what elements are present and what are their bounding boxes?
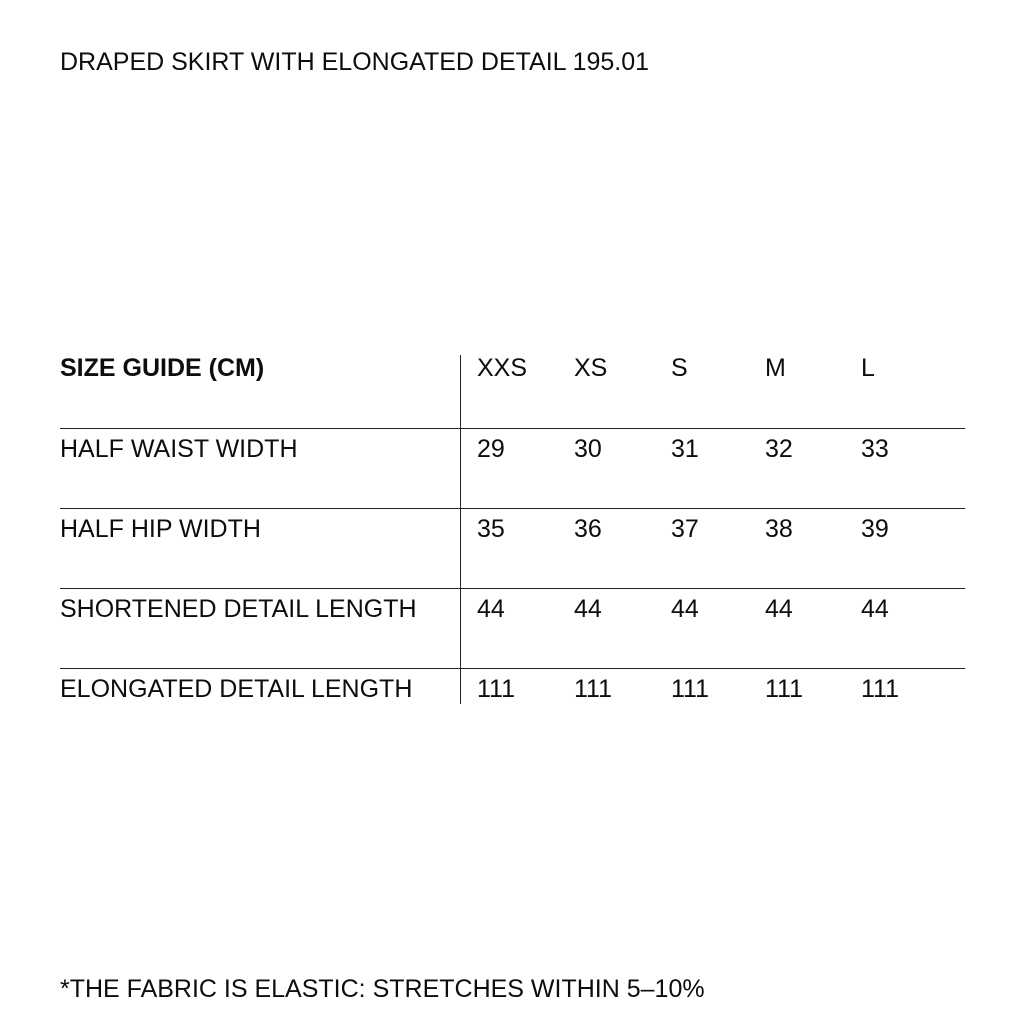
- column-divider-line: [460, 355, 461, 704]
- size-value-cell: 111: [574, 675, 613, 703]
- size-value-cell: 44: [765, 595, 793, 623]
- size-value-cell: 111: [765, 675, 804, 703]
- size-value-cell: 29: [477, 435, 505, 463]
- size-value-cell: 39: [861, 515, 889, 543]
- size-value-cell: 30: [574, 435, 602, 463]
- size-column-header-l: L: [861, 354, 875, 382]
- size-value-cell: 111: [671, 675, 710, 703]
- size-column-header-m: M: [765, 354, 786, 382]
- row-label: HALF WAIST WIDTH: [60, 435, 298, 463]
- row-label: HALF HIP WIDTH: [60, 515, 261, 543]
- size-value-cell: 36: [574, 515, 602, 543]
- size-column-header-s: S: [671, 354, 688, 382]
- size-value-cell: 31: [671, 435, 699, 463]
- size-value-cell: 35: [477, 515, 505, 543]
- size-guide-table: [60, 345, 965, 714]
- size-value-cell: 44: [861, 595, 889, 623]
- table-row-elongated-detail-length: [60, 669, 965, 714]
- table-header-label: SIZE GUIDE (CM): [60, 354, 265, 382]
- size-value-cell: 44: [671, 595, 699, 623]
- fabric-elasticity-note: *THE FABRIC IS ELASTIC: STRETCHES WITHIN 5–10%: [60, 975, 705, 1003]
- size-value-cell: 33: [861, 435, 889, 463]
- table-row-half-waist-width: [60, 429, 965, 509]
- row-label: ELONGATED DETAIL LENGTH: [60, 675, 413, 703]
- row-label: SHORTENED DETAIL LENGTH: [60, 595, 417, 623]
- table-header-row: [60, 345, 965, 429]
- table-row-shortened-detail-length: [60, 589, 965, 669]
- size-column-header-xs: XS: [574, 354, 608, 382]
- size-value-cell: 44: [477, 595, 505, 623]
- size-value-cell: 44: [574, 595, 602, 623]
- table-row-half-hip-width: [60, 509, 965, 589]
- size-value-cell: 32: [765, 435, 793, 463]
- size-value-cell: 37: [671, 515, 699, 543]
- size-column-header-xxs: XXS: [477, 354, 528, 382]
- size-value-cell: 38: [765, 515, 793, 543]
- size-value-cell: 111: [861, 675, 900, 703]
- page-title: DRAPED SKIRT WITH ELONGATED DETAIL 195.01: [60, 48, 650, 76]
- size-value-cell: 111: [477, 675, 516, 703]
